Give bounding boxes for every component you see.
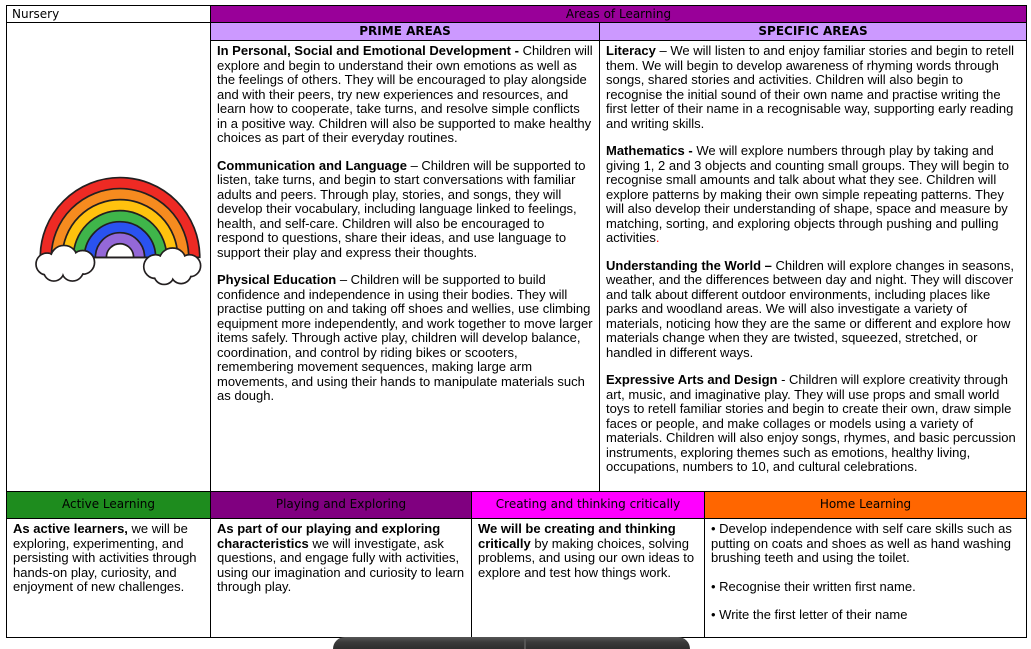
creating-thinking-lead: We will be creating and thinking critically <box>478 521 676 551</box>
active-learning-lead: As active learners, <box>13 521 128 536</box>
communication-language-body: – Children will be supported to listen, take turns, and begin to start conversations with familiar adults and peers. Through play, stories, and songs, they will develop their vocabulary, including language linked to feelings, health, and self-care. Children will also be encouraged to respond to questions, share their ideas, and use language to support their play and express their thoughts. <box>217 157 586 260</box>
physical-education-heading: Physical Education <box>217 272 337 287</box>
home-learning-bullet: • Recognise their written first name. <box>711 578 916 594</box>
active-learning-content <box>6 518 211 638</box>
active-learning-body: we will be exploring, experimenting, and persisting with activities through hands-on play, curiosity, and enjoyment of new challenges. <box>13 521 197 594</box>
playing-exploring-lead: As part of our playing and exploring characteristics <box>217 521 441 551</box>
physical-education-paragraph <box>217 273 593 404</box>
nursery-title-cell: Nursery <box>6 5 211 23</box>
creating-thinking-body: by making choices, solving problems, and using our own ideas to explore and test how things work. <box>478 535 695 580</box>
understanding-world-heading: Understanding the World – <box>606 257 772 273</box>
literacy-heading: Literacy <box>606 43 656 58</box>
communication-language-heading: Communication and Language <box>217 157 407 173</box>
expressive-arts-paragraph <box>606 373 1020 475</box>
expressive-arts-body: - Children will explore creativity through art, music, and imaginative play. They will use props and small world toys to retell familiar stories and begin to create their own, draw simple faces or people, and make collages or models using a variety of materials. Children will also enjoy songs, rhymes, and basic percussion instruments, exploring themes such as emotions, healthy living, occupations, numbers to 10, and cultural celebrations. <box>606 372 1016 474</box>
psed-paragraph <box>217 44 593 146</box>
rainbow-clouds-image <box>35 175 205 287</box>
creating-thinking-content <box>471 518 705 638</box>
creating-thinking-header: Creating and thinking critically <box>471 491 705 519</box>
mathematics-paragraph <box>606 144 1020 246</box>
playing-exploring-content <box>210 518 472 638</box>
psed-body: Children will explore and begin to understand their own emotions as well as the feelings of others. They will be encouraged to play alongside and with their peers, try new experiences and resources, and learn how to cooperate, take turns, and resolve simple conflicts in a positive way. Children will also be supported to make healthy choices as part of their everyday routines. <box>217 43 593 145</box>
home-learning-bullet: • Write the first letter of their name <box>711 607 908 622</box>
playing-exploring-body: we will investigate, ask questions, and engage fully with activities, using our imagination and curiosity to learn through play. <box>217 535 465 594</box>
specific-areas-header: SPECIFIC AREAS <box>599 22 1027 41</box>
active-learning-header: Active Learning <box>6 491 211 519</box>
mathematics-heading: Mathematics - <box>606 143 693 158</box>
home-learning-bullet: • Develop independence with self care skills such as putting on coats and shoes as well as hand washing brushing teeth and using the toilet. <box>711 521 1012 565</box>
playing-exploring-header: Playing and Exploring <box>210 491 472 519</box>
prime-areas-header: PRIME AREAS <box>210 22 600 41</box>
literacy-body: – We will listen to and enjoy familiar stories and begin to retell them. We will begin to develop awareness of rhyming words through songs, shared stories and activities. Children will also begin to recognise the initial sound of their own name and practise writing the first letter of their name in a recognisable way, supporting early reading and writing skills. <box>606 43 1015 131</box>
mathematics-body: We will explore numbers through play by taking and giving 1, 2 and 3 objects and counting small groups. They will begin to recognise small amounts and talk about what they see. Children will explore patterns by making their own simple repeating patterns. They will also develop their understanding of shape, space and measure by matching, sorting, and exploring objects through pushing and pulling activities <box>606 143 1010 245</box>
expressive-arts-heading: Expressive Arts and Design <box>606 372 778 387</box>
toolbar-divider <box>524 639 526 649</box>
rainbow-cell <box>6 22 211 492</box>
understanding-world-body: Children will explore changes in seasons, weather, and the differences between day and night. They will discover and talk about different outdoor environments, including places like parks and woodland areas. We will also investigate a variety of materials, noticing how they are the same or different and explore how materials change when they are twisted, squeezed, stretched, or handled in different ways. <box>606 257 1014 360</box>
home-learning-content <box>704 518 1027 638</box>
areas-of-learning-header: Areas of Learning <box>210 5 1027 23</box>
literacy-paragraph <box>606 44 1020 131</box>
home-learning-header: Home Learning <box>704 491 1027 519</box>
understanding-world-paragraph <box>606 259 1020 361</box>
physical-education-body: – Children will be supported to build confidence and independence in using their bodies. They will practise putting on and taking off shoes and wellies, use climbing equipment more independently, and work together to move larger items safely. Through active play, children will develop balance, coordination, and control by riding bikes or scooters, remembering movement sequences, making large arm movements, and using their hands to manipulate materials such as dough. <box>217 272 593 403</box>
prime-areas-content <box>210 40 600 492</box>
mathematics-red-period: . <box>655 230 660 245</box>
psed-heading: In Personal, Social and Emotional Development - <box>217 43 519 58</box>
specific-areas-content <box>599 40 1027 492</box>
communication-language-paragraph <box>217 159 593 261</box>
floating-toolbar[interactable] <box>333 637 690 649</box>
